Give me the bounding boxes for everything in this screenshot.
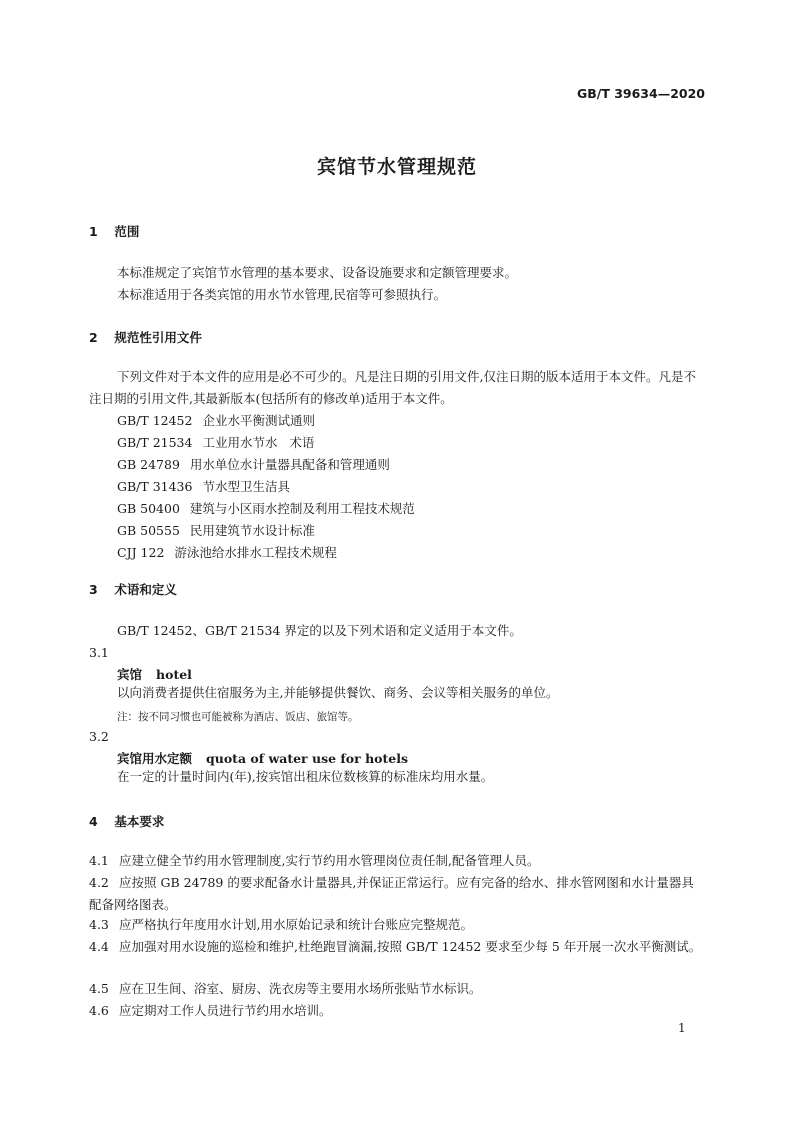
requirement-item (89, 936, 705, 958)
paragraph: 本标准规定了宾馆节水管理的基本要求、设备设施要求和定额管理要求。 (117, 265, 518, 280)
reference-item (117, 432, 314, 454)
section-heading (89, 580, 177, 598)
reference-code: CJJ 122 (117, 545, 165, 560)
section-title: 范围 (114, 224, 140, 239)
section-number: 3 (89, 582, 98, 597)
page-number: 1 (678, 1021, 686, 1035)
requirement-item (89, 1000, 705, 1022)
reference-title: 节水型卫生洁具 (202, 479, 290, 494)
document-number: GB/T 39634—2020 (576, 86, 705, 101)
requirement-text: 应严格执行年度用水计划,用水原始记录和统计台账应完整规范。 (119, 917, 473, 932)
section-title: 基本要求 (114, 814, 165, 829)
requirement-number: 4.1 (89, 853, 109, 868)
requirement-text: 应在卫生间、浴室、厨房、洗衣房等主要用水场所张贴节水标识。 (119, 981, 482, 996)
reference-title: 游泳池给水排水工程技术规程 (174, 545, 337, 560)
requirement-item (89, 978, 705, 1000)
reference-item (117, 542, 337, 564)
document-title: 宾馆节水管理规范 (316, 156, 477, 178)
term-english: hotel (156, 667, 192, 682)
section-title: 术语和定义 (114, 582, 177, 597)
requirement-text: 应建立健全节约用水管理制度,实行节约用水管理岗位责任制,配备管理人员。 (119, 853, 540, 868)
requirement-number: 4.2 (89, 875, 109, 890)
requirement-number: 4.5 (89, 981, 109, 996)
term-chinese: 宾馆 (117, 667, 143, 682)
reference-code: GB/T 21534 (117, 435, 193, 450)
paragraph: 下列文件对于本文件的应用是必不可少的。凡是注日期的引用文件,仅注日期的版本适用于本文件。凡是不注日期的引用文件,其最新版本(包括所有的修改单)适用于本文件。 (89, 369, 696, 406)
reference-item (117, 454, 390, 476)
section-heading (89, 812, 164, 830)
requirement-number: 4.3 (89, 917, 109, 932)
reference-title: 建筑与小区雨水控制及利用工程技术规范 (189, 501, 415, 516)
reference-item (117, 520, 315, 542)
section-heading (89, 328, 202, 346)
requirement-number: 4.6 (89, 1003, 109, 1018)
term-heading (117, 749, 408, 767)
requirement-item (89, 850, 705, 872)
reference-title: 用水单位水计量器具配备和管理通则 (189, 457, 390, 472)
requirement-text: 应按照 GB 24789 的要求配备水计量器具,并保证正常运行。应有完备的给水、排水管网图和水计量器具配备网络图表。 (89, 875, 694, 912)
reference-title: 企业水平衡测试通则 (202, 413, 315, 428)
section-number: 1 (89, 224, 98, 239)
term-english: quota of water use for hotels (206, 751, 409, 766)
term-number: 3.2 (89, 729, 109, 744)
section-number: 2 (89, 330, 98, 345)
section-title: 规范性引用文件 (114, 330, 202, 345)
reference-title: 工业用水节水 术语 (202, 435, 315, 450)
reference-code: GB/T 12452 (117, 413, 193, 428)
paragraph: GB/T 12452、GB/T 21534 界定的以及下列术语和定义适用于本文件。 (117, 623, 522, 638)
term-definition: 以向消费者提供住宿服务为主,并能够提供餐饮、商务、会议等相关服务的单位。 (117, 685, 559, 700)
reference-code: GB 50400 (117, 501, 180, 516)
term-definition: 在一定的计量时间内(年),按宾馆出租床位数核算的标准床均用水量。 (117, 769, 494, 784)
requirement-text: 应定期对工作人员进行节约用水培训。 (119, 1003, 332, 1018)
reference-code: GB 24789 (117, 457, 180, 472)
reference-code: GB/T 31436 (117, 479, 193, 494)
paragraph: 本标准适用于各类宾馆的用水节水管理,民宿等可参照执行。 (117, 287, 446, 302)
reference-code: GB 50555 (117, 523, 180, 538)
requirement-item (89, 872, 705, 916)
reference-item (117, 410, 315, 432)
term-number: 3.1 (89, 645, 109, 660)
reference-title: 民用建筑节水设计标准 (189, 523, 315, 538)
section-heading (89, 222, 139, 240)
term-chinese: 宾馆用水定额 (117, 751, 193, 766)
reference-item (117, 476, 290, 498)
term-heading (117, 665, 192, 683)
requirement-text: 应加强对用水设施的巡检和维护,杜绝跑冒滴漏,按照 GB/T 12452 要求至少每 5 年开展一次水平衡测试。 (119, 939, 702, 954)
section-number: 4 (89, 814, 98, 829)
term-note: 注：按不同习惯也可能被称为酒店、饭店、旅馆等。 (117, 711, 359, 723)
reference-item (117, 498, 415, 520)
requirement-item (89, 914, 705, 936)
requirement-number: 4.4 (89, 939, 109, 954)
